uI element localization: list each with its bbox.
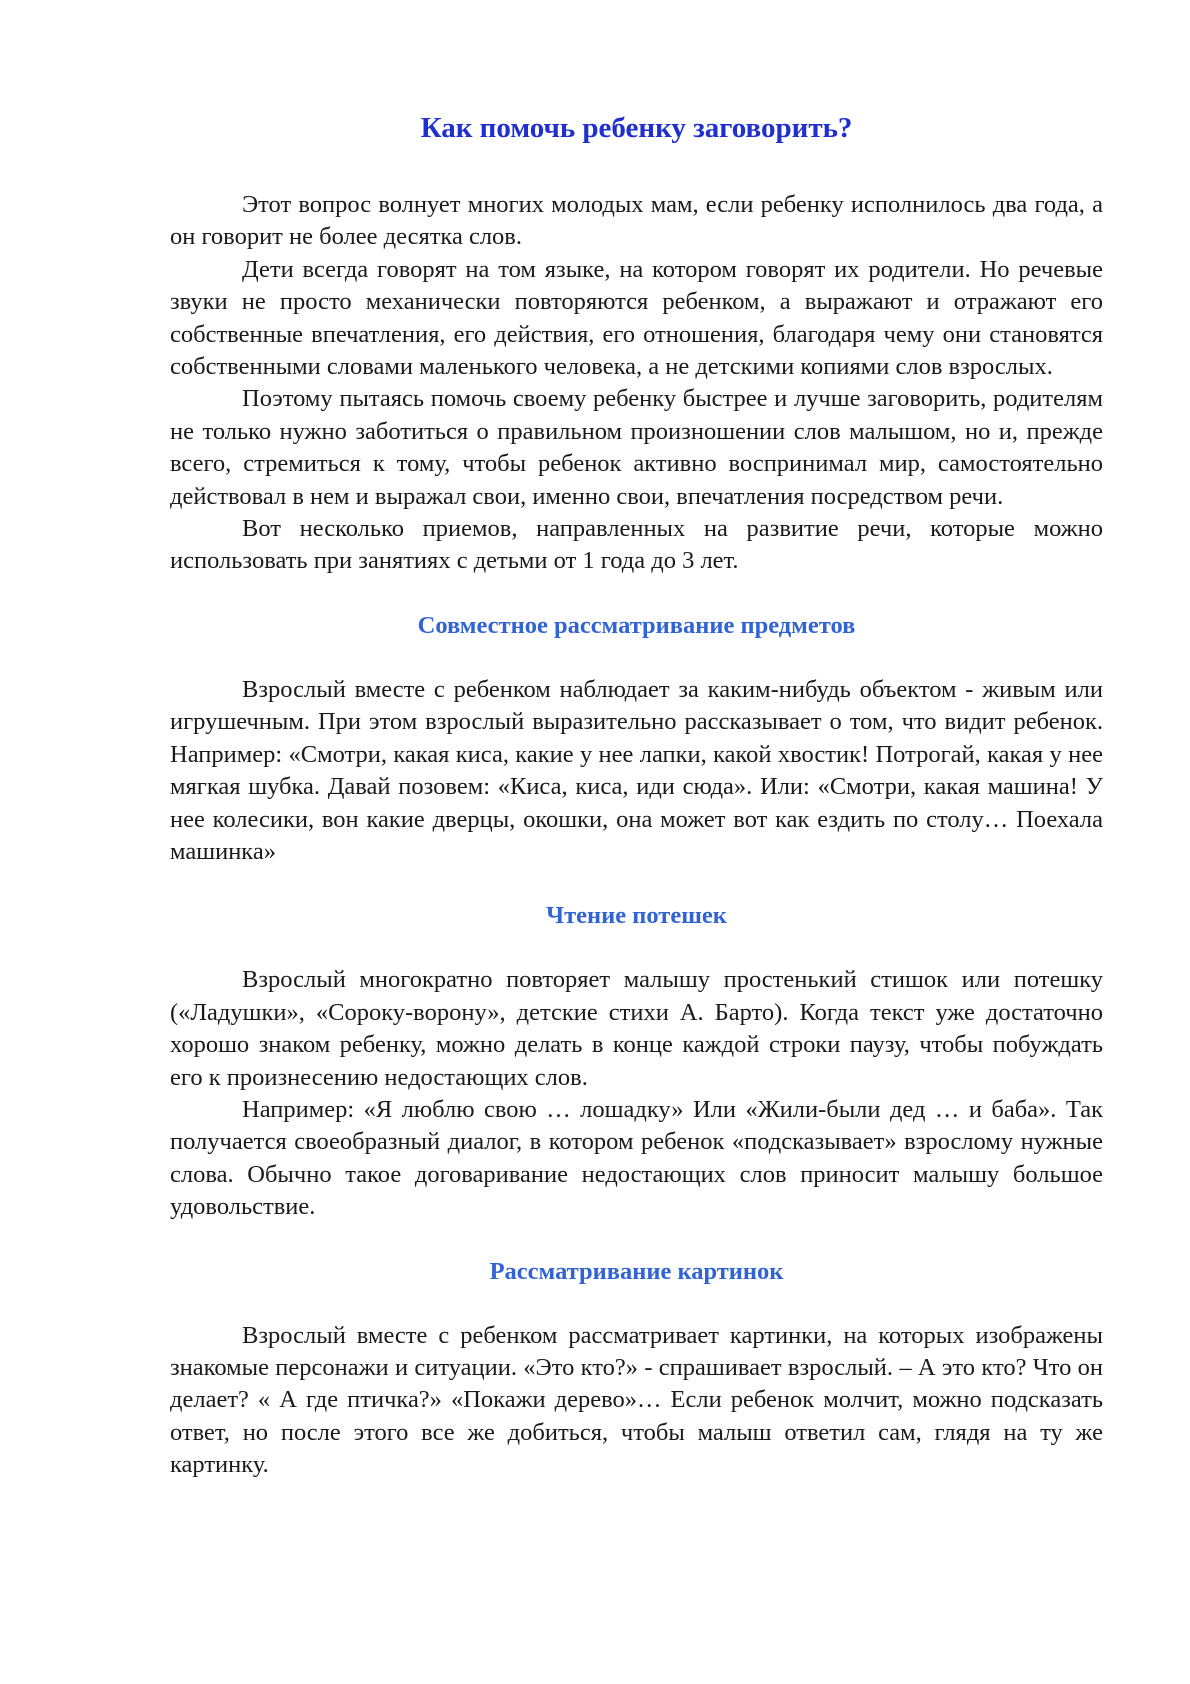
- section-paragraph: Например: «Я люблю свою … лошадку» Или «Жили-были дед … и баба». Так получается своеобразный диалог, в котором ребенок «подсказывает» взрослому нужные слова. Обычно такое договаривание недостающих слов приносит малышу большое удовольствие.: [170, 1095, 1103, 1221]
- intro-paragraph: Дети всегда говорят на том языке, на котором говорят их родители. Но речевые звуки не просто механически повторяются ребенком, а выражают и отражают его собственные впечатления, его действия, его отношения, благодаря чему они становятся собственными словами маленького человека, а не детскими копиями слов взрослых.: [170, 255, 1103, 381]
- section-heading: Чтение потешек: [546, 902, 727, 930]
- intro-paragraph: Вот несколько приемов, направленных на развитие речи, которые можно использовать при занятиях с детьми от 1 года до 3 лет.: [170, 515, 1103, 575]
- page-title: Как помочь ребенку заговорить?: [420, 112, 853, 144]
- section-heading: Совместное рассматривание предметов: [417, 611, 856, 639]
- section-picture-viewing: [170, 1256, 1103, 1482]
- section-heading: Рассматривание картинок: [489, 1257, 784, 1285]
- section-nursery-rhymes: [170, 900, 1103, 1223]
- section-paragraph: Взрослый многократно повторяет малышу простенький стишок или потешку («Ладушки», «Сороку-ворону», детские стихи А. Барто). Когда текст уже достаточно хорошо знаком ребенку, можно делать в конце каждой строки паузу, чтобы побуждать его к произнесению недостающих слов.: [170, 966, 1103, 1091]
- document-page: [170, 0, 1103, 1482]
- intro-paragraph: Поэтому пытаясь помочь своему ребенку быстрее и лучше заговорить, родителям не только нужно заботиться о правильном произношении слов малышом, но и, прежде всего, стремиться к тому, чтобы ребенок активно воспринимал мир, самостоятельно действовал в нем и выражал свои, именно свои, впечатления посредством речи.: [170, 385, 1103, 510]
- intro-section: [170, 189, 1103, 578]
- section-paragraph: Взрослый вместе с ребенком рассматривает картинки, на которых изображены знакомые персонажи и ситуации. «Это кто?» - спрашивает взрослый. – А это кто? Что он делает? « А где птичка?» «Покажи дерево»… Если ребенок молчит, можно подсказать ответ, но после этого все же добиться, чтобы малыш ответил сам, глядя на ту же картинку.: [170, 1321, 1103, 1479]
- section-joint-viewing: [170, 610, 1103, 868]
- intro-paragraph: Этот вопрос волнует многих молодых мам, если ребенку исполнилось два года, а он говорит не более десятка слов.: [170, 191, 1103, 251]
- section-paragraph: Взрослый вместе с ребенком наблюдает за каким-нибудь объектом - живым или игрушечным. При этом взрослый выразительно рассказывает о том, что видит ребенок. Например: «Смотри, какая киса, какие у нее лапки, какой хвостик! Потрогай, какая у нее мягкая шубка. Давай позовем: «Киса, киса, иди сюда». Или: «Смотри, какая машина! У нее колесики, вон какие дверцы, окошки, она может вот как ездить по столу… Поехала машинка»: [170, 675, 1103, 865]
